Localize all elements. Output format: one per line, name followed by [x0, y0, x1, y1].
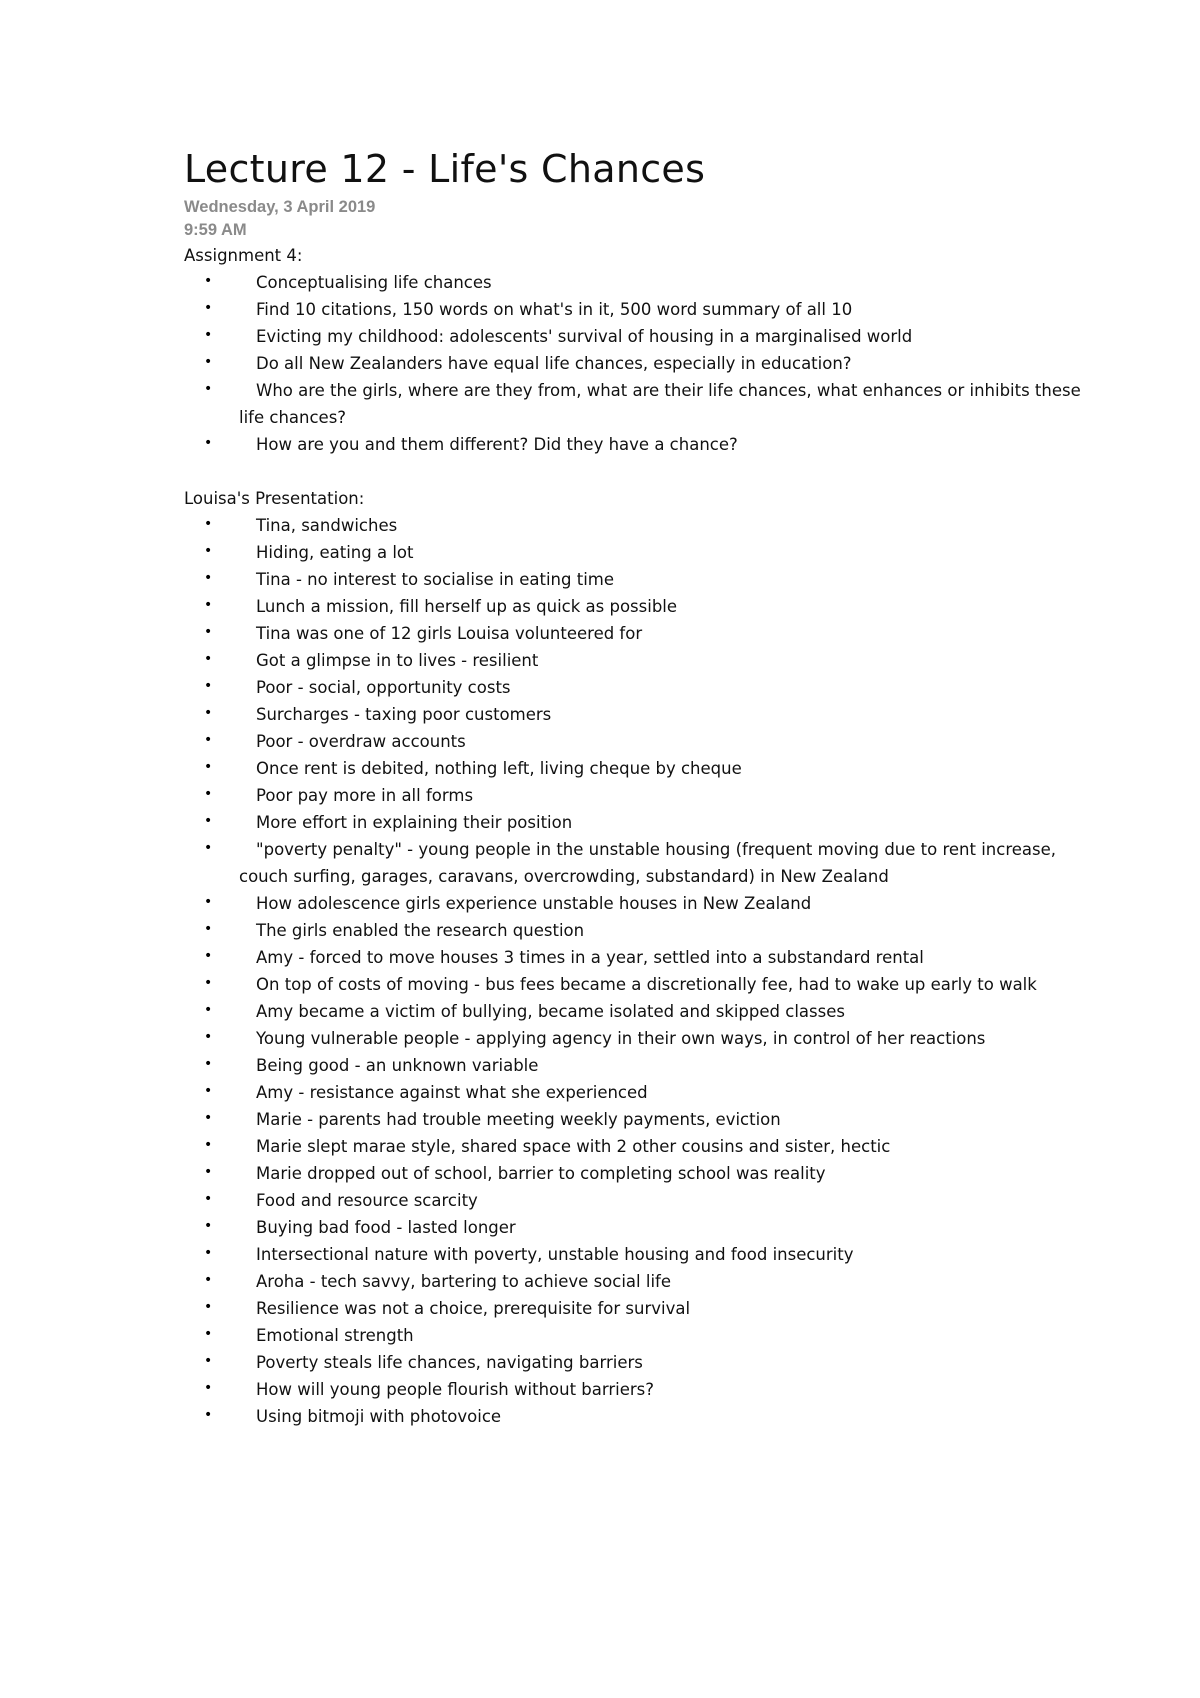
- note-date: Wednesday, 3 April 2019: [184, 198, 376, 216]
- list-item: [184, 782, 1084, 809]
- list-item-text: Resilience was not a choice, prerequisite for survival: [256, 1299, 691, 1318]
- list-item: [184, 269, 1084, 296]
- list-item: [184, 1106, 1084, 1133]
- list-item-text: Hiding, eating a lot: [256, 543, 414, 562]
- bullet-icon: •: [204, 624, 213, 640]
- list-item-text: Find 10 citations, 150 words on what's in it, 500 word summary of all 10: [256, 300, 853, 319]
- bullet-icon: •: [204, 1110, 213, 1126]
- list-item: [184, 890, 1084, 917]
- bullet-icon: •: [204, 1407, 213, 1423]
- bullet-icon: •: [204, 543, 213, 559]
- list-item: [184, 593, 1084, 620]
- bullet-icon: •: [204, 516, 213, 532]
- list-item-text: Surcharges - taxing poor customers: [256, 705, 552, 724]
- bullet-icon: •: [204, 381, 213, 397]
- section-presentation: [184, 485, 1084, 1430]
- bullet-icon: •: [204, 1002, 213, 1018]
- bullet-icon: •: [204, 1056, 213, 1072]
- list-item: [184, 1052, 1084, 1079]
- list-item-text: Emotional strength: [256, 1326, 414, 1345]
- blank-line: [184, 458, 1084, 485]
- bullet-icon: •: [204, 1164, 213, 1180]
- list-item: [184, 809, 1084, 836]
- list-item-text: Got a glimpse in to lives - resilient: [256, 651, 539, 670]
- list-item-text: The girls enabled the research question: [256, 921, 585, 940]
- bullet-icon: •: [204, 678, 213, 694]
- list-item: [184, 1214, 1084, 1241]
- list-item: [184, 1133, 1084, 1160]
- list-item: [184, 674, 1084, 701]
- list-item: [184, 917, 1084, 944]
- section-assignment: [184, 242, 1084, 458]
- list-item: [184, 755, 1084, 782]
- bullet-icon: •: [204, 705, 213, 721]
- list-item: [184, 1403, 1084, 1430]
- list-item: [184, 1187, 1084, 1214]
- bullet-icon: •: [204, 894, 213, 910]
- bullet-icon: •: [204, 732, 213, 748]
- bullet-icon: •: [204, 651, 213, 667]
- list-item: [184, 1322, 1084, 1349]
- list-item: [184, 1295, 1084, 1322]
- list-item-text: Poor - social, opportunity costs: [256, 678, 511, 697]
- bullet-icon: •: [204, 1245, 213, 1261]
- list-item-text: Lunch a mission, fill herself up as quick as possible: [256, 597, 678, 616]
- list-item: [184, 647, 1084, 674]
- list-item-text: Evicting my childhood: adolescents' survival of housing in a marginalised world: [256, 327, 913, 346]
- list-item-text: Amy - resistance against what she experienced: [256, 1083, 648, 1102]
- list-item-text: Marie dropped out of school, barrier to completing school was reality: [256, 1164, 826, 1183]
- list-item: [184, 728, 1084, 755]
- section-heading: Assignment 4:: [184, 246, 303, 265]
- list-item: [184, 1376, 1084, 1403]
- list-item-text: Young vulnerable people - applying agency in their own ways, in control of her reactions: [256, 1029, 986, 1048]
- list-item-text: Amy - forced to move houses 3 times in a year, settled into a substandard rental: [256, 948, 924, 967]
- bullet-icon: •: [204, 354, 213, 370]
- bullet-icon: •: [204, 948, 213, 964]
- list-item: [184, 512, 1084, 539]
- list-item-text: Tina, sandwiches: [256, 516, 398, 535]
- list-item: [184, 1241, 1084, 1268]
- list-item: [184, 1160, 1084, 1187]
- list-item-text: Poor pay more in all forms: [256, 786, 474, 805]
- list-item: [184, 323, 1084, 350]
- list-item-text: On top of costs of moving - bus fees became a discretionally fee, had to wake up early to walk: [256, 975, 1037, 994]
- bullet-icon: •: [204, 273, 213, 289]
- bullet-icon: •: [204, 1083, 213, 1099]
- list-item-text: Aroha - tech savvy, bartering to achieve social life: [256, 1272, 671, 1291]
- list-item: [184, 431, 1084, 458]
- bullet-icon: •: [204, 327, 213, 343]
- list-item-text: Being good - an unknown variable: [256, 1056, 539, 1075]
- list-item: [184, 620, 1084, 647]
- list-item: [184, 971, 1084, 998]
- list-item: [184, 944, 1084, 971]
- list-item-text: Tina was one of 12 girls Louisa volunteered for: [256, 624, 643, 643]
- bullet-icon: •: [204, 300, 213, 316]
- bullet-icon: •: [204, 570, 213, 586]
- list-item: [184, 1349, 1084, 1376]
- list-item-text: Poor - overdraw accounts: [256, 732, 466, 751]
- list-item: [184, 701, 1084, 728]
- list-item: [184, 296, 1084, 323]
- list-item-text: "poverty penalty" - young people in the unstable housing (frequent moving due to rent increase, couch surfing, garages, caravans, overcrowding, substandard) in New Zealand: [239, 840, 1057, 886]
- list-item: [184, 377, 1084, 431]
- list-item-text: Amy became a victim of bullying, became isolated and skipped classes: [256, 1002, 845, 1021]
- document-page: [184, 142, 1084, 1430]
- list-item-text: Conceptualising life chances: [256, 273, 492, 292]
- list-item-text: Marie - parents had trouble meeting weekly payments, eviction: [256, 1110, 781, 1129]
- bullet-icon: •: [204, 1326, 213, 1342]
- bullet-icon: •: [204, 1029, 213, 1045]
- bullet-icon: •: [204, 1272, 213, 1288]
- bullet-icon: •: [204, 840, 213, 856]
- list-item-text: How adolescence girls experience unstable houses in New Zealand: [256, 894, 812, 913]
- list-item-text: Do all New Zealanders have equal life chances, especially in education?: [256, 354, 852, 373]
- bullet-icon: •: [204, 1299, 213, 1315]
- list-item: [184, 539, 1084, 566]
- bullet-icon: •: [204, 813, 213, 829]
- list-item-text: Marie slept marae style, shared space with 2 other cousins and sister, hectic: [256, 1137, 891, 1156]
- page-title: Lecture 12 - Life's Chances: [184, 147, 706, 191]
- list-item: [184, 566, 1084, 593]
- list-item-text: Poverty steals life chances, navigating barriers: [256, 1353, 643, 1372]
- bullet-list: [184, 512, 1084, 1430]
- bullet-icon: •: [204, 1353, 213, 1369]
- list-item-text: More effort in explaining their position: [256, 813, 573, 832]
- list-item-text: Buying bad food - lasted longer: [256, 1218, 516, 1237]
- list-item-text: Tina - no interest to socialise in eating time: [256, 570, 614, 589]
- note-time: 9:59 AM: [184, 221, 247, 239]
- list-item: [184, 350, 1084, 377]
- list-item-text: Who are the girls, where are they from, what are their life chances, what enhances or inhibits these life chances?: [239, 381, 1081, 427]
- list-item: [184, 1268, 1084, 1295]
- list-item: [184, 998, 1084, 1025]
- bullet-icon: •: [204, 759, 213, 775]
- list-item: [184, 1025, 1084, 1052]
- list-item: [184, 1079, 1084, 1106]
- bullet-icon: •: [204, 921, 213, 937]
- bullet-icon: •: [204, 1191, 213, 1207]
- list-item-text: Food and resource scarcity: [256, 1191, 478, 1210]
- bullet-list: [184, 269, 1084, 458]
- bullet-icon: •: [204, 1380, 213, 1396]
- bullet-icon: •: [204, 597, 213, 613]
- list-item-text: Once rent is debited, nothing left, living cheque by cheque: [256, 759, 742, 778]
- bullet-icon: •: [204, 1137, 213, 1153]
- list-item: [184, 836, 1084, 890]
- bullet-icon: •: [204, 435, 213, 451]
- bullet-icon: •: [204, 975, 213, 991]
- bullet-icon: •: [204, 786, 213, 802]
- list-item-text: How are you and them different? Did they have a chance?: [256, 435, 738, 454]
- list-item-text: Intersectional nature with poverty, unstable housing and food insecurity: [256, 1245, 854, 1264]
- section-heading: Louisa's Presentation:: [184, 489, 365, 508]
- list-item-text: How will young people flourish without barriers?: [256, 1380, 655, 1399]
- list-item-text: Using bitmoji with photovoice: [256, 1407, 502, 1426]
- bullet-icon: •: [204, 1218, 213, 1234]
